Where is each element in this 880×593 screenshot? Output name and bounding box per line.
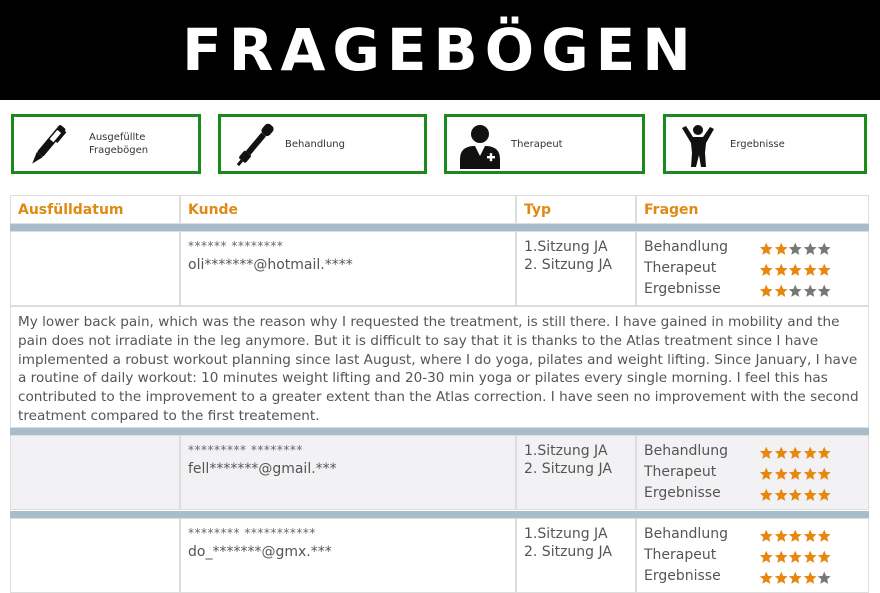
star-rating (759, 242, 832, 256)
date-cell (10, 518, 180, 593)
star-filled-icon (817, 550, 832, 564)
customer-cell (180, 518, 516, 593)
star-filled-icon (817, 446, 832, 460)
type-session-1: 1.Sitzung JA (524, 239, 608, 255)
star-rating (759, 571, 832, 585)
star-rating (759, 550, 832, 564)
customer-name: ****** ******** (188, 239, 284, 253)
star-filled-icon (788, 467, 803, 481)
star-filled-icon (774, 284, 789, 298)
question-label: Behandlung (644, 526, 728, 542)
row-separator (10, 428, 869, 435)
star-filled-icon (788, 263, 803, 277)
nav-therapist[interactable] (444, 114, 645, 174)
star-filled-icon (788, 571, 803, 585)
question-label: Therapeut (644, 260, 717, 276)
star-rating (759, 488, 832, 502)
column-header-type: Typ (516, 195, 636, 224)
star-filled-icon (759, 446, 774, 460)
banner-title: FRAGEBÖGEN (182, 16, 698, 84)
star-filled-icon (803, 263, 818, 277)
nav-label: Behandlung (285, 138, 345, 150)
star-filled-icon (759, 263, 774, 277)
star-rating (759, 446, 832, 460)
type-cell (516, 231, 636, 306)
question-label: Therapeut (644, 547, 717, 563)
star-empty-icon (817, 284, 832, 298)
doctor-icon (457, 123, 503, 169)
nav-label: Ergebnisse (730, 138, 785, 150)
nav-label: Therapeut (511, 138, 563, 150)
banner (0, 0, 880, 100)
type-cell (516, 435, 636, 510)
nav-filled-questionnaires[interactable] (11, 114, 201, 174)
column-header-questions: Fragen (636, 195, 869, 224)
cheering-person-icon (676, 123, 722, 169)
question-label: Behandlung (644, 239, 728, 255)
question-label: Ergebnisse (644, 485, 721, 501)
customer-name: ********* ******** (188, 443, 303, 457)
star-filled-icon (774, 571, 789, 585)
type-session-2: 2. Sitzung JA (524, 257, 612, 273)
questions-cell (636, 518, 869, 593)
star-filled-icon (759, 284, 774, 298)
star-rating (759, 467, 832, 481)
star-rating (759, 529, 832, 543)
star-filled-icon (774, 467, 789, 481)
row-separator (10, 224, 869, 231)
star-filled-icon (759, 242, 774, 256)
star-rating (759, 263, 832, 277)
nav-label: Ausgefüllte Fragebögen (89, 132, 149, 156)
customer-cell (180, 435, 516, 510)
star-filled-icon (788, 488, 803, 502)
star-filled-icon (759, 550, 774, 564)
star-empty-icon (817, 571, 832, 585)
star-filled-icon (803, 488, 818, 502)
star-empty-icon (803, 284, 818, 298)
type-cell (516, 518, 636, 593)
type-session-1: 1.Sitzung JA (524, 443, 608, 459)
customer-email: oli*******@hotmail.**** (188, 257, 353, 273)
nav-results[interactable] (663, 114, 867, 174)
star-filled-icon (774, 263, 789, 277)
star-filled-icon (759, 571, 774, 585)
question-label: Ergebnisse (644, 281, 721, 297)
star-filled-icon (788, 446, 803, 460)
column-header-date: Ausfülldatum (10, 195, 180, 224)
star-filled-icon (774, 242, 789, 256)
star-filled-icon (803, 467, 818, 481)
star-filled-icon (774, 488, 789, 502)
question-label: Therapeut (644, 464, 717, 480)
star-filled-icon (788, 550, 803, 564)
date-cell (10, 231, 180, 306)
star-empty-icon (803, 242, 818, 256)
star-filled-icon (774, 446, 789, 460)
type-session-2: 2. Sitzung JA (524, 461, 612, 477)
star-filled-icon (803, 446, 818, 460)
star-filled-icon (803, 571, 818, 585)
star-empty-icon (788, 284, 803, 298)
comment-text: My lower back pain, which was the reason why I requested the treatment, is still there. I have gained in mobility and the pain does not irradiate in the leg anymore. But it is difficult to say that it is thanks to the Atlas treatment since I have implemented a robust workout planning since last August, where I do yoga, pilates and weight lifting. Since January, I have a routine of daily workout: 10 minutes weight lifting and 20-30 min yoga or pilates every single morning. I feel this has contributed to the improvement to a greater extent than the Atlas correction. I have seen no improvement with the second treatment compared to the first treatement. (10, 306, 869, 428)
customer-cell (180, 231, 516, 306)
questions-cell (636, 435, 869, 510)
star-filled-icon (817, 488, 832, 502)
star-empty-icon (788, 242, 803, 256)
star-filled-icon (817, 529, 832, 543)
questions-cell (636, 231, 869, 306)
star-filled-icon (759, 488, 774, 502)
customer-email: do_*******@gmx.*** (188, 544, 332, 560)
star-filled-icon (774, 550, 789, 564)
star-filled-icon (788, 529, 803, 543)
customer-name: ******** *********** (188, 526, 316, 540)
star-filled-icon (774, 529, 789, 543)
star-rating (759, 284, 832, 298)
star-filled-icon (803, 529, 818, 543)
type-session-2: 2. Sitzung JA (524, 544, 612, 560)
pen-icon (24, 123, 70, 169)
star-empty-icon (817, 242, 832, 256)
star-filled-icon (803, 550, 818, 564)
nav-treatment[interactable] (218, 114, 427, 174)
star-filled-icon (817, 467, 832, 481)
star-filled-icon (759, 467, 774, 481)
customer-email: fell*******@gmail.*** (188, 461, 337, 477)
star-filled-icon (759, 529, 774, 543)
question-label: Ergebnisse (644, 568, 721, 584)
column-header-customer: Kunde (180, 195, 516, 224)
row-separator (10, 511, 869, 518)
date-cell (10, 435, 180, 510)
star-filled-icon (817, 263, 832, 277)
massage-tool-icon (231, 123, 277, 169)
question-label: Behandlung (644, 443, 728, 459)
type-session-1: 1.Sitzung JA (524, 526, 608, 542)
